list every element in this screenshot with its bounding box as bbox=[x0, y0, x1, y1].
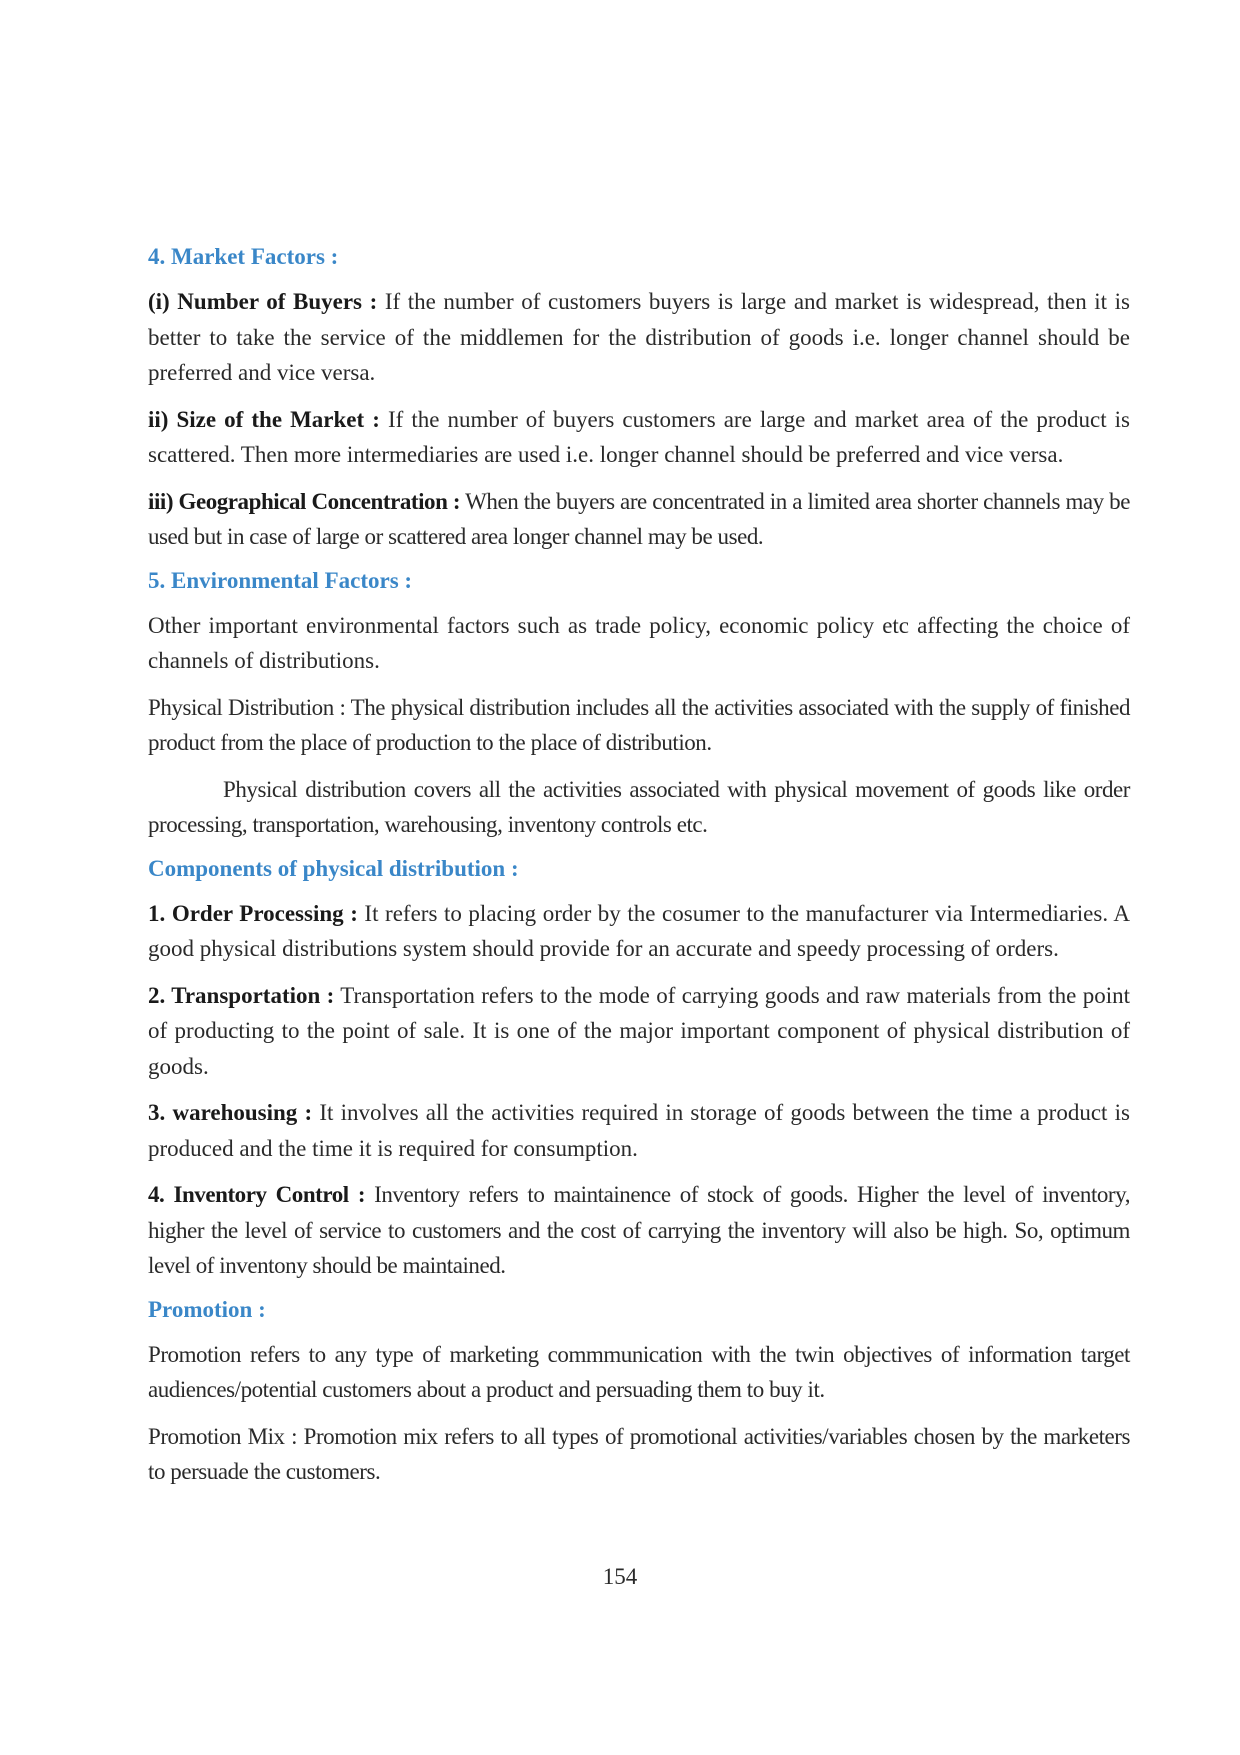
physical-distribution-definition: Physical Distribution : The physical distribution includes all the activities associated with the supply of finished product from the place of production to the place of distribution. bbox=[148, 694, 1130, 755]
page-content bbox=[148, 242, 1130, 1501]
warehousing-label: 3. warehousing : bbox=[148, 1100, 313, 1125]
geographical-concentration-label: iii) Geographical Concentration : bbox=[148, 488, 461, 514]
environmental-factors-heading: 5. Environmental Factors : bbox=[148, 567, 413, 593]
size-of-market-text: If the number of buyers customers are large and market area of the product is scattered. Then more intermediaries are used i.e. longer channel should be preferred and vice versa. bbox=[148, 406, 1131, 467]
transportation-paragraph bbox=[148, 978, 1130, 1085]
promotion-heading: Promotion : bbox=[148, 1296, 266, 1322]
warehousing-paragraph bbox=[148, 1095, 1130, 1166]
warehousing-text: It involves all the activities required in storage of goods between the time a product is produced and the time it is required for consumption. bbox=[148, 1100, 1130, 1161]
geographical-concentration-paragraph bbox=[148, 484, 1130, 555]
size-of-market-paragraph bbox=[148, 402, 1130, 473]
promotion-paragraph: Promotion refers to any type of marketing commmunication with the twin objectives of information target audiences/potential customers about a product and persuading them to buy it. bbox=[148, 1341, 1130, 1402]
physical-distribution-coverage: Physical distribution covers all the activities associated with physical movement of goods like order processing, transportation, warehousing, inventony controls etc. bbox=[148, 776, 1130, 837]
number-of-buyers-label: (i) Number of Buyers : bbox=[148, 289, 378, 314]
order-processing-label: 1. Order Processing : bbox=[148, 900, 358, 926]
promotion-mix-paragraph: Promotion Mix : Promotion mix refers to all types of promotional activities/variables chosen by the marketers to persuade the customers. bbox=[148, 1423, 1130, 1484]
inventory-control-text: Inventory refers to maintainence of stock of goods. Higher the level of inventory, higher the level of service to customers and the cost of carrying the inventory will also be high. So, optimum level of inventony should be maintained. bbox=[148, 1182, 1130, 1278]
order-processing-text: It refers to placing order by the cosumer to the manufacturer via Intermediaries. A good physical distributions system should provide for an accurate and speedy processing of orders. bbox=[148, 900, 1130, 961]
transportation-label: 2. Transportation : bbox=[148, 982, 335, 1008]
market-factors-heading: 4. Market Factors : bbox=[148, 244, 339, 269]
environmental-factors-paragraph: Other important environmental factors such as trade policy, economic policy etc affecting the choice of channels of distributions. bbox=[148, 612, 1130, 673]
geographical-concentration-text: When the buyers are concentrated in a limited area shorter channels may be used but in case of large or scattered area longer channel may be used. bbox=[148, 488, 1130, 549]
page-number: 154 bbox=[602, 1564, 638, 1589]
transportation-text: Transportation refers to the mode of carrying goods and raw materials from the point of producting to the point of sale. It is one of the major important component of physical distribution of goods. bbox=[148, 982, 1130, 1079]
inventory-control-paragraph bbox=[148, 1177, 1130, 1284]
number-of-buyers-text: If the number of customers buyers is large and market is widespread, then it is better to take the service of the middlemen for the distribution of goods i.e. longer channel should be preferred and vice versa. bbox=[148, 289, 1130, 385]
number-of-buyers-paragraph bbox=[148, 284, 1130, 391]
components-heading: Components of physical distribution : bbox=[148, 855, 519, 881]
inventory-control-label: 4. Inventory Control : bbox=[148, 1182, 366, 1207]
order-processing-paragraph bbox=[148, 896, 1130, 967]
size-of-market-label: ii) Size of the Market : bbox=[148, 406, 380, 432]
